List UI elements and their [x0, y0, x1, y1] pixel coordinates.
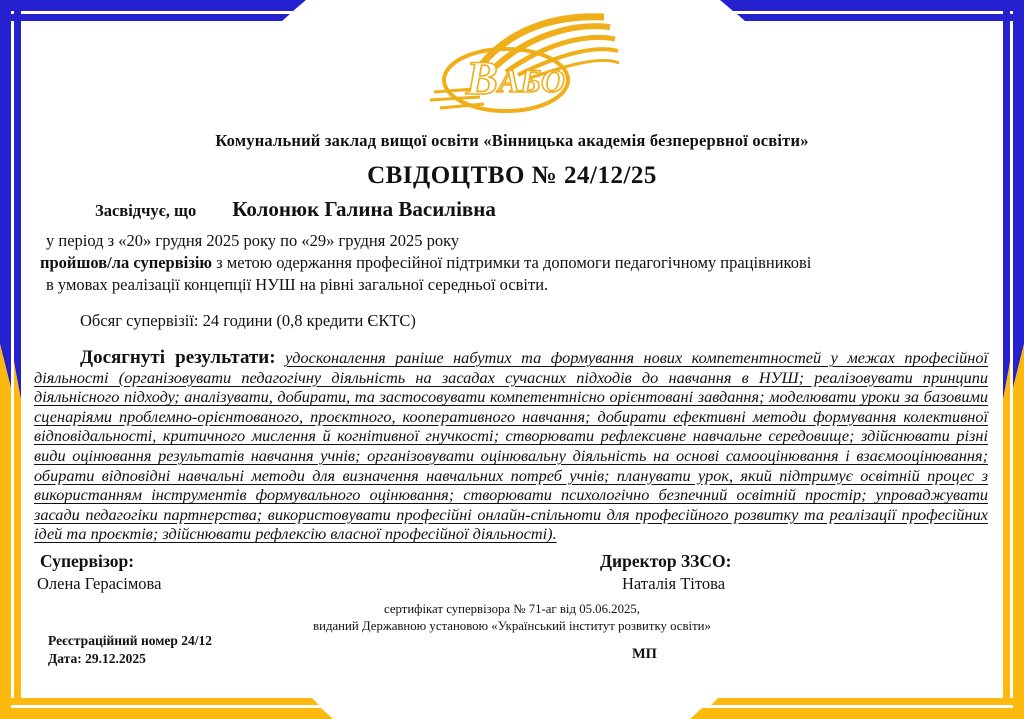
director-label: Директор ЗЗСО: [600, 551, 732, 571]
action-line [40, 253, 811, 273]
vabo-logo-icon [418, 12, 622, 120]
registration-number: Реєстраційний номер 24/12 [48, 633, 213, 648]
period-line: у період з «20» грудня 2025 року по «29» грудня 2025 року [46, 231, 460, 250]
vabo-logo-text: ВАБО [466, 52, 565, 105]
action-bold-label: пройшов/ла супервізію [40, 253, 213, 272]
vabo-logo [418, 12, 622, 120]
scope-line: Обсяг супервізії: 24 години (0,8 кредити ЄКТС) [80, 311, 416, 330]
context-line: в умовах реалізації концепції НУШ на рівні загальної середньої освіти. [46, 275, 549, 294]
supervisor-label: Супервізор: [40, 551, 135, 571]
certificate-note-line1: сертифікат супервізора № 71-аг від 05.06.2025, [384, 602, 640, 616]
certifies-label: Засвідчує, що [95, 201, 197, 220]
recipient-name: Колонюк Галина Василівна [232, 197, 496, 221]
organization-name: Комунальний заклад вищої освіти «Вінницька академія безперервної освіти» [215, 131, 809, 150]
stamp-mark: МП [632, 646, 657, 662]
supervisor-name: Олена Герасімова [37, 574, 162, 593]
results-text: удосконалення раніше набутих та формування нових компетентностей у межах професійної діяльності (організовувати педагогічну діяльність на засадах сучасних підходів до навчання в НУШ; реалізовувати принципи діяльнісного підходу; аналізувати, добирати, та застосовувати компетентнісно орієнтовані завдання; моделювати уроки за базовими сценаріями проблемно-орієнтованого, проєктного, кооперативного навчання; добирати ефективні методи формування колективної відповідальності, критичного мислення й когнітивної гнучкості; створювати рефлексивне навчальне середовище; здійснювати різні види оцінювання результатів навчання учнів; організовувати оцінювальну діяльність на основі самооцінювання і взаємооцінювання; обирати відповідні навчальні методи для визначення навчальних потреб учнів; планувати урок, який підтримує освітній процес з використанням інструментів формувального оцінювання; створювати психологічно безпечний освітній простір; упроваджувати засади педагогіки партнерства; використовувати професійні онлайн-спільноти для професійного розвитку та реалізації професійних ідей та проєктів; здійснювати рефлексію власної професійної діяльності). [34, 348, 989, 544]
results-label: Досягнуті результати: [80, 347, 276, 368]
certificate-note-line2: виданий Державною установою «Український інститут розвитку освіти» [313, 619, 711, 633]
issue-date: Дата: 29.12.2025 [48, 651, 146, 666]
recipient-row [0, 197, 1024, 222]
action-rest-text: з метою одержання професійної підтримки та допомоги педагогічному працівникові [216, 253, 812, 272]
results-paragraph [34, 348, 988, 544]
director-name: Наталія Тітова [622, 574, 726, 593]
certificate-title: СВІДОЦТВО № 24/12/25 [367, 162, 657, 189]
